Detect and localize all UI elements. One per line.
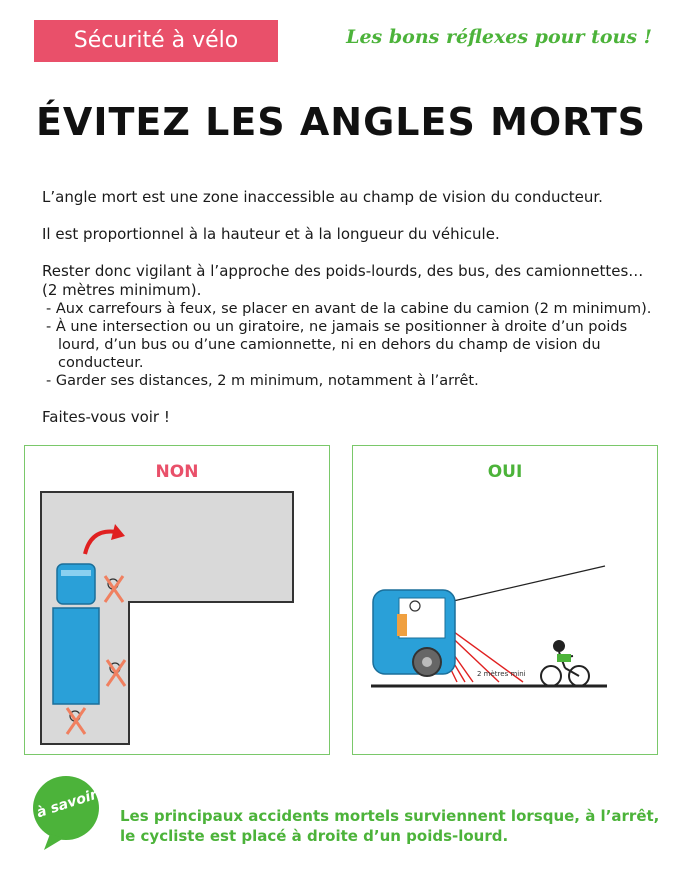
a-savoir-label: à savoir [34, 786, 100, 822]
intro-paragraph: L’angle mort est une zone inaccessible au champ de vision du conducteur. [42, 188, 603, 206]
blind-spot-right-illustration [353, 446, 659, 756]
category-tag: Sécurité à vélo [34, 20, 278, 62]
blind-spot-wrong-illustration [25, 446, 331, 756]
footer-line: Les principaux accidents mortels surviennent lorsque, à l’arrêt, [120, 807, 660, 825]
panel-non-label: NON [155, 462, 199, 482]
page-title: ÉVITEZ LES ANGLES MORTS [35, 100, 647, 144]
cyclist-icon [541, 641, 589, 686]
be-visible-paragraph: Faites-vous voir ! [42, 408, 170, 426]
advice-item: - À une intersection ou un giratoire, ne jamais se positionner à droite d’un poids lourd, d’un bus ou d’une camionnette, ni en dehors du champ de vision du conducteur. [46, 319, 628, 371]
advice-item: - Garder ses distances, 2 m minimum, notamment à l’arrêt. [46, 373, 479, 389]
truck-trailer [53, 608, 99, 704]
panel-oui-label: OUI [487, 462, 523, 482]
panel-non [24, 445, 330, 755]
footer-note [120, 806, 659, 846]
distance-label: 2 mètres mini [477, 670, 526, 678]
a-savoir-badge [30, 772, 106, 857]
slogan: Les bons réflexes pour tous ! [346, 26, 652, 48]
footer-line: le cycliste est placé à droite d’un poids-lourd. [120, 827, 509, 845]
panel-oui [352, 445, 658, 755]
proportion-paragraph: Il est proportionnel à la hauteur et à la longueur du véhicule. [42, 225, 500, 243]
vigilance-paragraph: Rester donc vigilant à l’approche des poids-lourds, des bus, des camionnettes… (2 mètres minimum). [42, 262, 644, 299]
advice-list [42, 300, 652, 390]
advice-item: - Aux carrefours à feux, se placer en avant de la cabine du camion (2 m minimum). [46, 301, 652, 317]
body-text [42, 188, 652, 427]
